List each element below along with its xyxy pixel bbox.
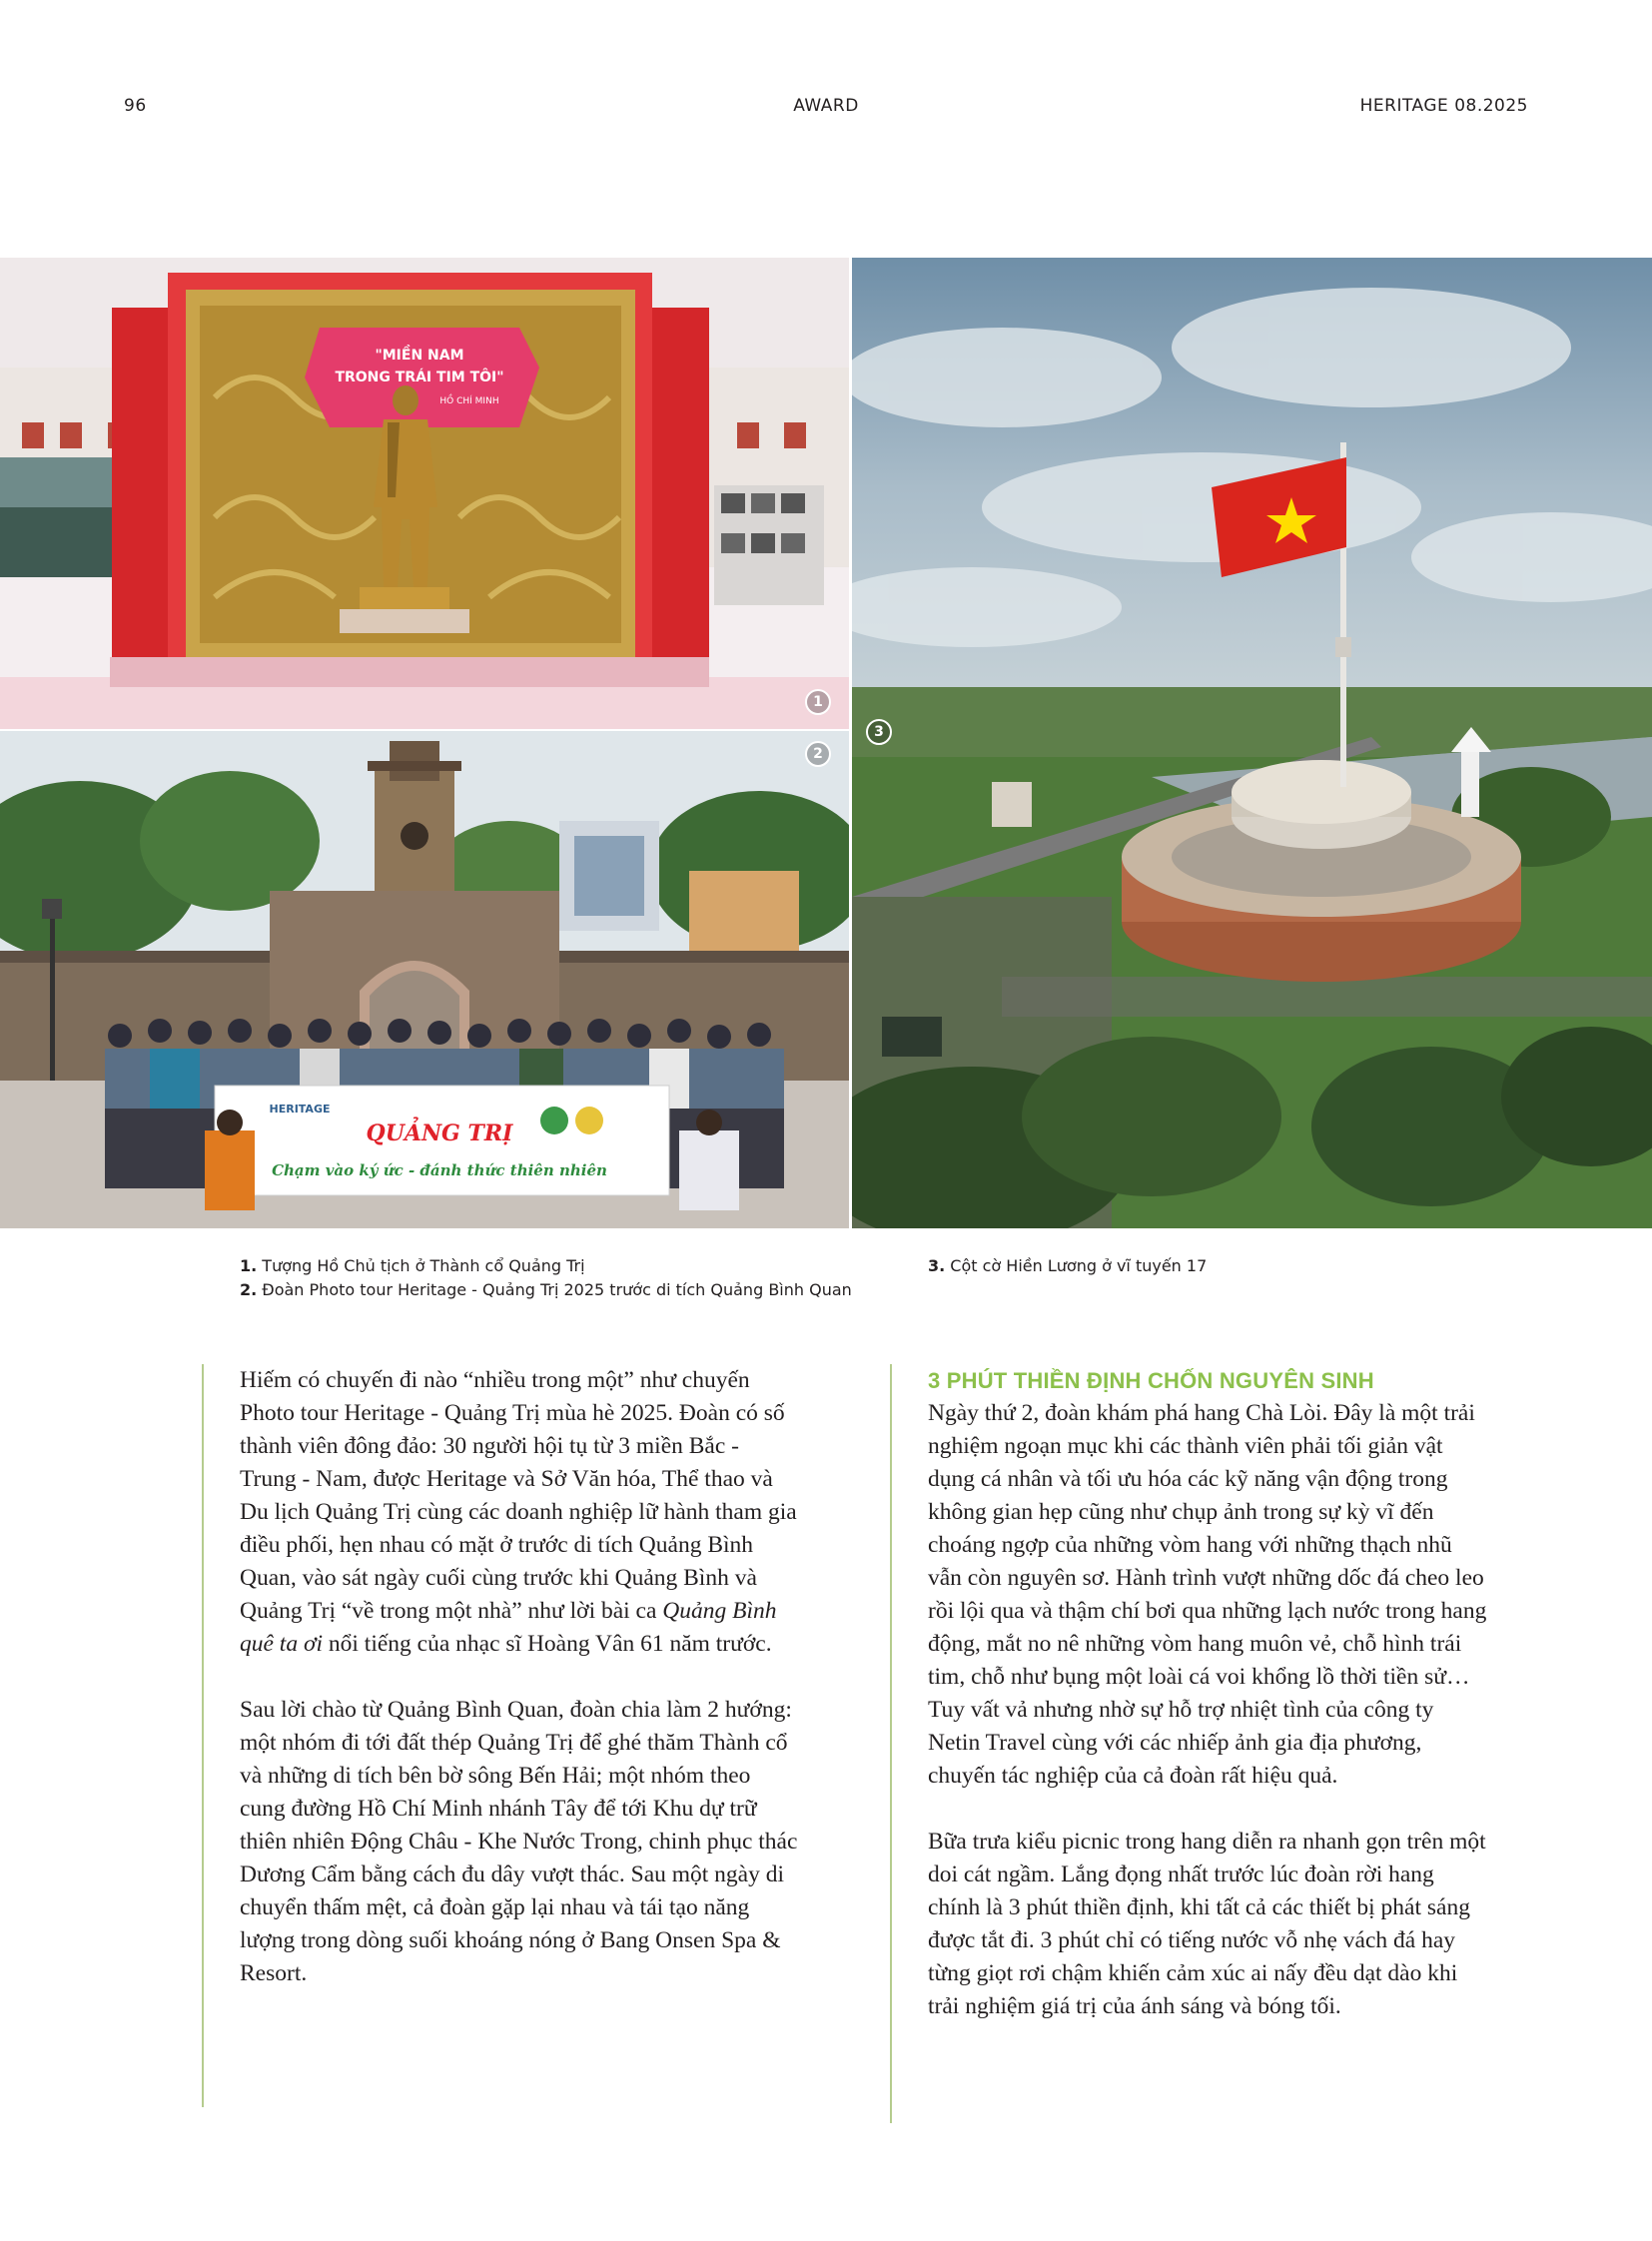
banner-brand: HERITAGE: [269, 1103, 331, 1116]
photo-statue: [0, 258, 849, 729]
caption-2-text: Đoàn Photo tour Heritage - Quảng Trị 2025 trước di tích Quảng Bình Quan: [257, 1280, 852, 1299]
paragraph-1: [240, 1364, 799, 1661]
paragraph-3: Ngày thứ 2, đoàn khám phá hang Chà Lòi. Đây là một trải nghiệm ngoạn mục khi các thành viên phải tối giản vật dụng cá nhân và tối ưu hóa các kỹ năng vận động trong không gian hẹp cũng như chụp ảnh trong sự kỳ vĩ đến choáng ngợp của những vòm hang với những thạch nhũ vẫn còn nguyên sơ. Hành trình vượt những dốc đá cheo leo rồi lội qua và thậm chí bơi qua những lạch nước trong hang động, mắt no nê những vòm hang muôn vẻ, chỗ hình trái tim, chỗ như bụng một loài cá voi khổng lồ thời tiền sử… Tuy vất vả nhưng nhờ sự hỗ trợ nhiệt tình của công ty Netin Travel cùng với các nhiếp ảnh gia địa phương, chuyến tác nghiệp của cả đoàn rất hiệu quả.: [928, 1400, 1487, 1789]
section-subheading: 3 PHÚT THIỀN ĐỊNH CHỐN NGUYÊN SINH: [928, 1368, 1374, 1393]
caption-3-number: 3.: [928, 1256, 946, 1275]
issue-label: HERITAGE 08.2025: [1359, 96, 1528, 116]
paragraph-1-part-a: Hiếm có chuyến đi nào “nhiều trong một” như chuyến Photo tour Heritage - Quảng Trị mùa hè 2025. Đoàn có số thành viên đông đảo: 30 người hội tụ từ 3 miền Bắc - Trung - Nam, được Heritage và Sở Văn hóa, Thể thao và Du lịch Quảng Trị cùng các doanh nghiệp lữ hành tham gia điều phối, hẹn nhau có mặt ở trước di tích Quảng Bình Quan, vào sát ngày cuối cùng trước khi Quảng Bình và Quảng Trị “về trong một nhà” như lời bài ca: [240, 1367, 797, 1624]
article-column-1: [240, 1364, 799, 2023]
paragraph-1-part-b: nổi tiếng của nhạc sĩ Hoàng Vân 61 năm trước.: [323, 1631, 772, 1657]
column-rule-right: [890, 1364, 892, 2123]
plaque-line3: HỒ CHÍ MINH: [439, 396, 499, 406]
paragraph-2: Sau lời chào từ Quảng Bình Quan, đoàn chia làm 2 hướng: một nhóm đi tới đất thép Quảng Trị để ghé thăm Thành cổ và những di tích bên bờ sông Bến Hải; một nhóm theo cung đường Hồ Chí Minh nhánh Tây để tới Khu dự trữ thiên nhiên Động Châu - Khe Nước Trong, chinh phục thác Dương Cẩm bằng cách đu dây vượt thác. Sau một ngày di chuyển thấm mệt, cả đoàn gặp lại nhau và tái tạo năng lượng trong dòng suối khoáng nóng ở Bang Onsen Spa & Resort.: [240, 1697, 798, 1986]
caption-1-text: Tượng Hồ Chủ tịch ở Thành cổ Quảng Trị: [257, 1256, 585, 1275]
photo-spread: [0, 258, 1652, 1228]
caption-1: [240, 1254, 939, 1278]
plaque-line2: TRONG TRÁI TIM TÔI": [335, 370, 504, 385]
caption-2-number: 2.: [240, 1280, 258, 1299]
photo-number-badge-3: 3: [866, 719, 892, 745]
caption-3: [928, 1254, 1427, 1278]
photo-flag-tower: [852, 258, 1652, 1228]
section-label: AWARD: [793, 96, 859, 116]
caption-left: [240, 1254, 939, 1302]
article-column-2: [928, 1364, 1487, 2056]
photo-number-badge-2: 2: [805, 741, 831, 767]
paragraph-4: Bữa trưa kiểu picnic trong hang diễn ra nhanh gọn trên một doi cát ngầm. Lắng đọng nhất trước lúc đoàn rời hang chính là 3 phút thiền định, khi tất cả các thiết bị phát sáng được tắt đi. 3 phút chỉ có tiếng nước vỗ nhẹ vách đá hay từng giọt rơi chậm khiến cảm xúc ai nấy đều dạt dào khi trải nghiệm giá trị của ánh sáng và bóng tối.: [928, 1829, 1486, 2019]
banner-title: QUẢNG TRỊ: [366, 1120, 513, 1146]
running-header: [124, 96, 1528, 120]
caption-3-text: Cột cờ Hiền Lương ở vĩ tuyến 17: [945, 1256, 1208, 1275]
photo-group: [0, 731, 849, 1228]
page-number: 96: [124, 96, 147, 116]
caption-1-number: 1.: [240, 1256, 258, 1275]
banner-slogan: Chạm vào ký ức - đánh thức thiên nhiên: [272, 1161, 607, 1179]
caption-2: [240, 1278, 939, 1302]
photo-number-badge-1: 1: [805, 689, 831, 715]
plaque-line1: "MIỀN NAM: [375, 348, 464, 364]
song-title: Quảng Bình quê ta ơi: [240, 1598, 777, 1657]
column-rule-left: [202, 1364, 204, 2107]
